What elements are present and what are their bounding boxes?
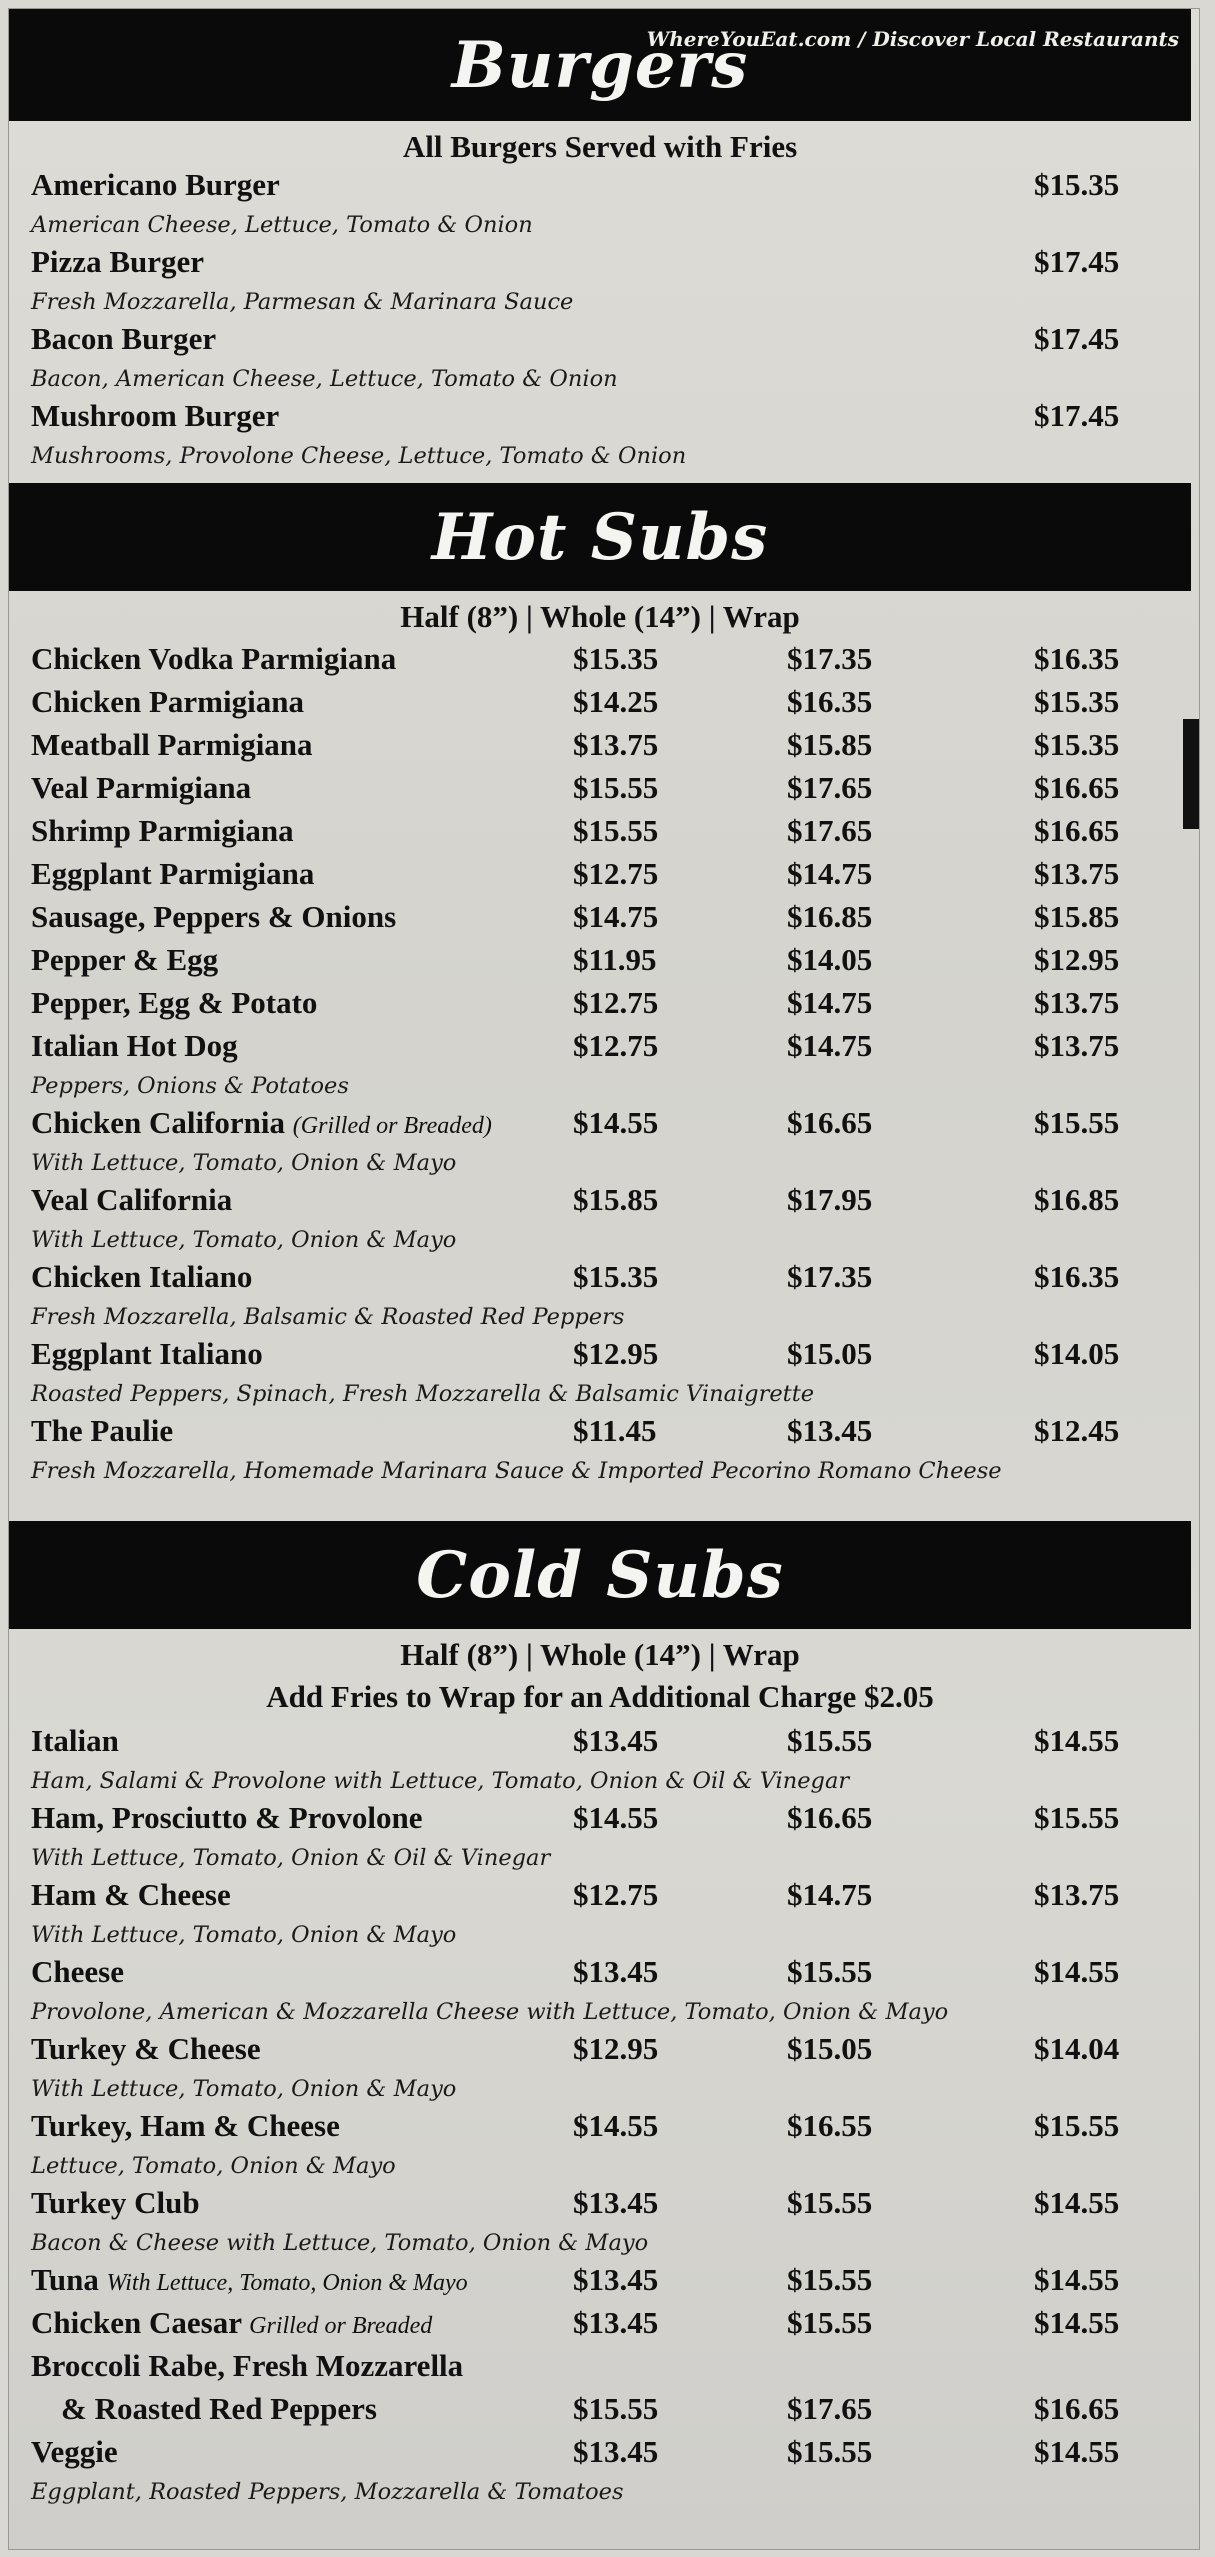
hot-sub-name: Chicken Parmigiana (31, 684, 304, 719)
burger-item (31, 244, 1131, 321)
cold-sub-item (31, 1954, 1131, 2031)
burger-desc: Bacon, American Cheese, Lettuce, Tomato & Onion (31, 366, 618, 392)
hot-subs-size-header: Half (8”) | Whole (14”) | Wrap (400, 599, 800, 634)
half-price: $15.35 (573, 641, 659, 676)
hot-sub-item (31, 899, 1131, 942)
wrap-price: $13.75 (1034, 1028, 1120, 1063)
half-price: $12.95 (573, 2031, 659, 2066)
whole-price: $14.75 (787, 1028, 873, 1063)
hot-sub-name: Meatball Parmigiana (31, 727, 313, 762)
whole-price: $15.85 (787, 727, 873, 762)
hot-sub-name (31, 1105, 492, 1141)
wrap-price: $15.35 (1034, 684, 1120, 719)
hot-sub-name: Eggplant Parmigiana (31, 856, 315, 891)
hot-sub-desc: Peppers, Onions & Potatoes (31, 1073, 349, 1099)
cold-sub-desc: With Lettuce, Tomato, Onion & Oil & Vinegar (31, 1845, 551, 1871)
half-price: $12.75 (573, 985, 659, 1020)
cold-sub-name-text: Chicken Caesar (31, 2305, 242, 2340)
wrap-price: $15.55 (1034, 1105, 1120, 1140)
whole-price: $16.65 (787, 1800, 873, 1835)
cold-sub-item (31, 2108, 1131, 2185)
half-price: $11.95 (573, 942, 657, 977)
half-price: $14.75 (573, 899, 659, 934)
cold-sub-name-continued: & Roasted Red Peppers (61, 2391, 377, 2426)
cold-sub-item (31, 2434, 1131, 2511)
burger-price: $17.45 (1034, 244, 1120, 279)
cold-sub-name: Ham, Prosciutto & Provolone (31, 1800, 423, 1835)
hot-sub-item (31, 1182, 1131, 1259)
cold-sub-item (31, 2348, 1131, 2434)
cold-sub-name: Broccoli Rabe, Fresh Mozzarella (31, 2348, 464, 2383)
burger-price: $17.45 (1034, 398, 1120, 433)
hot-sub-item (31, 1413, 1131, 1490)
wrap-price: $16.35 (1034, 641, 1120, 676)
cold-sub-name: Veggie (31, 2434, 118, 2469)
cold-sub-note: With Lettuce, Tomato, Onion & Mayo (106, 2270, 468, 2296)
half-price: $13.45 (573, 2434, 659, 2469)
half-price: $13.45 (573, 2185, 659, 2220)
whole-price: $13.45 (787, 1413, 873, 1448)
whole-price: $16.55 (787, 2108, 873, 2143)
burger-name: Mushroom Burger (31, 398, 280, 433)
cold-sub-name: Italian (31, 1723, 119, 1758)
wrap-price: $13.75 (1034, 1877, 1120, 1912)
half-price: $13.45 (573, 1954, 659, 1989)
hot-sub-desc: Fresh Mozzarella, Balsamic & Roasted Red Peppers (31, 1304, 625, 1330)
half-price: $13.75 (573, 727, 659, 762)
wrap-price: $16.65 (1034, 813, 1120, 848)
cold-sub-item (31, 2262, 1131, 2305)
whole-price: $17.65 (787, 2391, 873, 2426)
burger-name: Americano Burger (31, 167, 280, 202)
whole-price: $14.05 (787, 942, 873, 977)
cold-sub-item (31, 1723, 1131, 1800)
wrap-price: $16.85 (1034, 1182, 1120, 1217)
cold-subs-list (31, 1723, 1131, 2511)
wrap-price: $14.04 (1034, 2031, 1120, 2066)
hot-sub-name: Italian Hot Dog (31, 1028, 238, 1063)
site-watermark: WhereYouEat.com / Discover Local Restaurants (646, 27, 1179, 51)
hot-sub-note: (Grilled or Breaded) (292, 1113, 492, 1139)
cold-sub-desc: Bacon & Cheese with Lettuce, Tomato, Onion & Mayo (31, 2230, 649, 2256)
burger-desc: American Cheese, Lettuce, Tomato & Onion (31, 212, 533, 238)
hot-sub-item (31, 684, 1131, 727)
cold-sub-note: Grilled or Breaded (249, 2313, 433, 2339)
half-price: $15.35 (573, 1259, 659, 1294)
cold-subs-title: Cold Subs (416, 1537, 784, 1613)
menu-page (8, 8, 1200, 2550)
whole-price: $14.75 (787, 985, 873, 1020)
page-edge-tab (1183, 719, 1199, 829)
cold-sub-name: Turkey Club (31, 2185, 200, 2220)
cold-sub-name: Cheese (31, 1954, 124, 1989)
wrap-price: $16.65 (1034, 770, 1120, 805)
cold-sub-desc: Lettuce, Tomato, Onion & Mayo (31, 2153, 396, 2179)
wrap-price: $16.35 (1034, 1259, 1120, 1294)
whole-price: $15.05 (787, 2031, 873, 2066)
burgers-title: Burgers (451, 27, 749, 103)
wrap-price: $12.45 (1034, 1413, 1120, 1448)
burgers-list (31, 167, 1131, 475)
cold-sub-name: Ham & Cheese (31, 1877, 231, 1912)
cold-sub-item (31, 2305, 1131, 2348)
hot-sub-item (31, 985, 1131, 1028)
hot-subs-header-band (9, 483, 1191, 591)
half-price: $12.75 (573, 1877, 659, 1912)
half-price: $14.25 (573, 684, 659, 719)
burgers-subtitle: All Burgers Served with Fries (402, 129, 798, 164)
half-price: $13.45 (573, 1723, 659, 1758)
half-price: $12.75 (573, 1028, 659, 1063)
whole-price: $15.55 (787, 1723, 873, 1758)
hot-sub-item (31, 1336, 1131, 1413)
hot-sub-name: Veal Parmigiana (31, 770, 252, 805)
wrap-price: $12.95 (1034, 942, 1120, 977)
half-price: $15.55 (573, 770, 659, 805)
half-price: $14.55 (573, 1105, 659, 1140)
hot-sub-item (31, 1028, 1131, 1105)
hot-sub-item (31, 942, 1131, 985)
half-price: $13.45 (573, 2305, 659, 2340)
half-price: $11.45 (573, 1413, 657, 1448)
whole-price: $16.85 (787, 899, 873, 934)
whole-price: $15.55 (787, 2185, 873, 2220)
whole-price: $15.55 (787, 2262, 873, 2297)
half-price: $15.55 (573, 2391, 659, 2426)
whole-price: $17.95 (787, 1182, 873, 1217)
wrap-price: $15.55 (1034, 2108, 1120, 2143)
hot-sub-item (31, 770, 1131, 813)
hot-sub-name: Sausage, Peppers & Onions (31, 899, 397, 934)
hot-sub-desc: With Lettuce, Tomato, Onion & Mayo (31, 1150, 457, 1176)
half-price: $13.45 (573, 2262, 659, 2297)
half-price: $14.55 (573, 1800, 659, 1835)
burger-desc: Mushrooms, Provolone Cheese, Lettuce, Tomato & Onion (31, 443, 687, 469)
whole-price: $17.65 (787, 813, 873, 848)
hot-sub-desc: Fresh Mozzarella, Homemade Marinara Sauce & Imported Pecorino Romano Cheese (31, 1458, 1002, 1484)
cold-sub-desc: With Lettuce, Tomato, Onion & Mayo (31, 2076, 457, 2102)
burger-desc: Fresh Mozzarella, Parmesan & Marinara Sauce (31, 289, 574, 315)
cold-sub-desc: Ham, Salami & Provolone with Lettuce, Tomato, Onion & Oil & Vinegar (31, 1768, 850, 1794)
hot-sub-desc: Roasted Peppers, Spinach, Fresh Mozzarella & Balsamic Vinaigrette (31, 1381, 815, 1407)
burger-item (31, 321, 1131, 398)
burger-price: $15.35 (1034, 167, 1120, 202)
whole-price: $14.75 (787, 856, 873, 891)
whole-price: $15.55 (787, 1954, 873, 1989)
half-price: $15.55 (573, 813, 659, 848)
wrap-price: $14.55 (1034, 1723, 1120, 1758)
hot-subs-title: Hot Subs (431, 499, 769, 575)
hot-sub-item (31, 727, 1131, 770)
hot-sub-name: Chicken Vodka Parmigiana (31, 641, 397, 676)
hot-subs-list (31, 641, 1131, 1490)
burger-price: $17.45 (1034, 321, 1120, 356)
hot-sub-name: Shrimp Parmigiana (31, 813, 294, 848)
cold-sub-item (31, 1877, 1131, 1954)
whole-price: $17.65 (787, 770, 873, 805)
wrap-price: $14.55 (1034, 2305, 1120, 2340)
wrap-price: $15.55 (1034, 1800, 1120, 1835)
wrap-price: $13.75 (1034, 856, 1120, 891)
wrap-price: $14.55 (1034, 2262, 1120, 2297)
wrap-price: $14.55 (1034, 2185, 1120, 2220)
cold-sub-item (31, 2031, 1131, 2108)
whole-price: $17.35 (787, 641, 873, 676)
burger-name: Bacon Burger (31, 321, 217, 356)
cold-subs-size-header: Half (8”) | Whole (14”) | Wrap (400, 1637, 800, 1672)
whole-price: $16.35 (787, 684, 873, 719)
wrap-price: $13.75 (1034, 985, 1120, 1020)
burgers-header-band (9, 9, 1191, 121)
hot-sub-name: Pepper, Egg & Potato (31, 985, 318, 1020)
cold-sub-desc: Provolone, American & Mozzarella Cheese with Lettuce, Tomato, Onion & Mayo (31, 1999, 949, 2025)
hot-sub-item (31, 1259, 1131, 1336)
wrap-price: $15.35 (1034, 727, 1120, 762)
whole-price: $15.55 (787, 2434, 873, 2469)
cold-sub-name (31, 2305, 432, 2341)
cold-sub-item (31, 2185, 1131, 2262)
cold-subs-header-band (9, 1521, 1191, 1629)
half-price: $14.55 (573, 2108, 659, 2143)
hot-sub-item (31, 856, 1131, 899)
wrap-price: $14.55 (1034, 2434, 1120, 2469)
burger-item (31, 167, 1131, 244)
wrap-price: $15.85 (1034, 899, 1120, 934)
cold-sub-desc: With Lettuce, Tomato, Onion & Mayo (31, 1922, 457, 1948)
cold-sub-name: Turkey & Cheese (31, 2031, 261, 2066)
hot-sub-desc: With Lettuce, Tomato, Onion & Mayo (31, 1227, 457, 1253)
cold-sub-name (31, 2262, 468, 2298)
whole-price: $15.05 (787, 1336, 873, 1371)
wrap-price: $14.55 (1034, 1954, 1120, 1989)
hot-sub-item (31, 641, 1131, 684)
hot-sub-item (31, 813, 1131, 856)
half-price: $12.75 (573, 856, 659, 891)
wrap-price: $14.05 (1034, 1336, 1120, 1371)
half-price: $15.85 (573, 1182, 659, 1217)
wrap-price: $16.65 (1034, 2391, 1120, 2426)
hot-sub-name: The Paulie (31, 1413, 174, 1448)
burger-name: Pizza Burger (31, 244, 205, 279)
cold-sub-desc: Eggplant, Roasted Peppers, Mozzarella & Tomatoes (31, 2479, 624, 2505)
cold-sub-name-text: Tuna (31, 2262, 99, 2297)
hot-sub-name: Veal California (31, 1182, 233, 1217)
cold-subs-wrap-note: Add Fries to Wrap for an Additional Charge $2.05 (266, 1679, 934, 1714)
hot-sub-name-text: Chicken California (31, 1105, 286, 1140)
cold-sub-name: Turkey, Ham & Cheese (31, 2108, 340, 2143)
whole-price: $17.35 (787, 1259, 873, 1294)
hot-sub-name: Pepper & Egg (31, 942, 219, 977)
half-price: $12.95 (573, 1336, 659, 1371)
whole-price: $14.75 (787, 1877, 873, 1912)
burger-item (31, 398, 1131, 475)
whole-price: $15.55 (787, 2305, 873, 2340)
hot-sub-item (31, 1105, 1131, 1182)
hot-sub-name: Eggplant Italiano (31, 1336, 263, 1371)
cold-sub-item (31, 1800, 1131, 1877)
hot-sub-name: Chicken Italiano (31, 1259, 253, 1294)
whole-price: $16.65 (787, 1105, 873, 1140)
